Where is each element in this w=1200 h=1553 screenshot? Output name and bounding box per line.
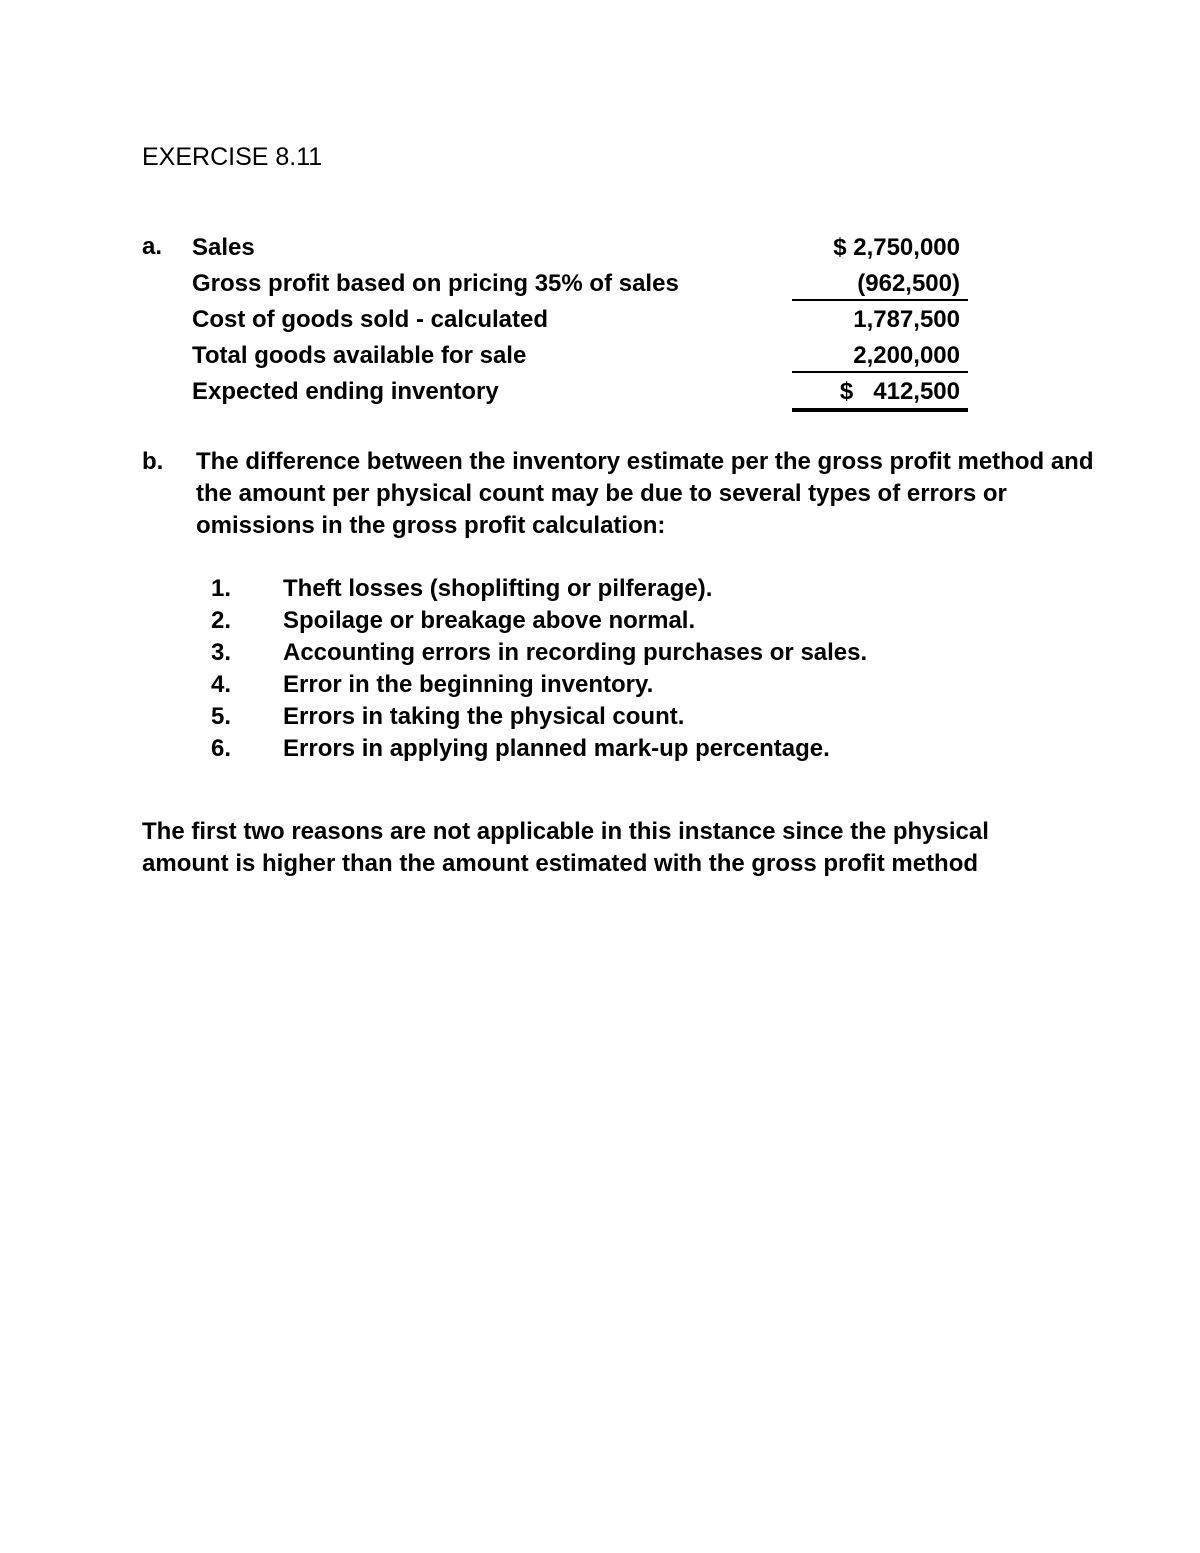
conclusion-paragraph: The first two reasons are not applicable in this instance since the physical amount is higher than the amount estimated with the gross profit method <box>142 818 989 877</box>
list-item-text: Spoilage or breakage above normal. <box>283 607 696 634</box>
ledger-label: Cost of goods sold - calculated <box>192 306 549 333</box>
ledger-amount: $ 412,500 <box>839 378 960 405</box>
ledger-label: Sales <box>192 234 255 261</box>
subtotal-underline <box>792 299 968 301</box>
list-item-text: Errors in applying planned mark-up percentage. <box>283 735 830 762</box>
part-b-intro: The difference between the inventory estimate per the gross profit method and the amount per physical count may be due to several types of errors or omissions in the gross profit calculation: <box>196 448 1094 539</box>
ledger-row-sales <box>192 231 972 267</box>
list-item-number: 6. <box>211 735 232 762</box>
ledger-row-ending-inventory <box>192 375 972 411</box>
total-double-underline <box>792 408 968 412</box>
list-item-text: Accounting errors in recording purchases or sales. <box>283 639 868 666</box>
subtotal-underline <box>792 371 968 373</box>
list-item-number: 2. <box>211 607 232 634</box>
ledger-amount: $ 2,750,000 <box>833 234 960 261</box>
list-item-number: 4. <box>211 671 232 698</box>
ledger-amount: 1,787,500 <box>853 306 960 333</box>
part-a-letter: a. <box>142 233 163 260</box>
list-item-number: 1. <box>211 575 232 602</box>
ledger-label: Expected ending inventory <box>192 378 499 405</box>
ledger-label: Gross profit based on pricing 35% of sales <box>192 270 679 297</box>
list-item-text: Errors in taking the physical count. <box>283 703 685 730</box>
list-item-text: Theft losses (shoplifting or pilferage). <box>283 575 713 602</box>
ledger-label: Total goods available for sale <box>192 342 527 369</box>
ledger-row-goods-available <box>192 339 972 375</box>
list-item-number: 5. <box>211 703 232 730</box>
ledger-amount: 2,200,000 <box>853 342 960 369</box>
page-title: EXERCISE 8.11 <box>142 143 323 171</box>
list-item-text: Error in the beginning inventory. <box>283 671 654 698</box>
ledger-amount: (962,500) <box>857 270 960 297</box>
inventory-computation-table <box>192 231 972 411</box>
part-b-letter: b. <box>142 448 164 475</box>
ledger-row-gross-profit <box>192 267 972 303</box>
ledger-row-cost-of-goods-sold <box>192 303 972 339</box>
list-item-number: 3. <box>211 639 232 666</box>
